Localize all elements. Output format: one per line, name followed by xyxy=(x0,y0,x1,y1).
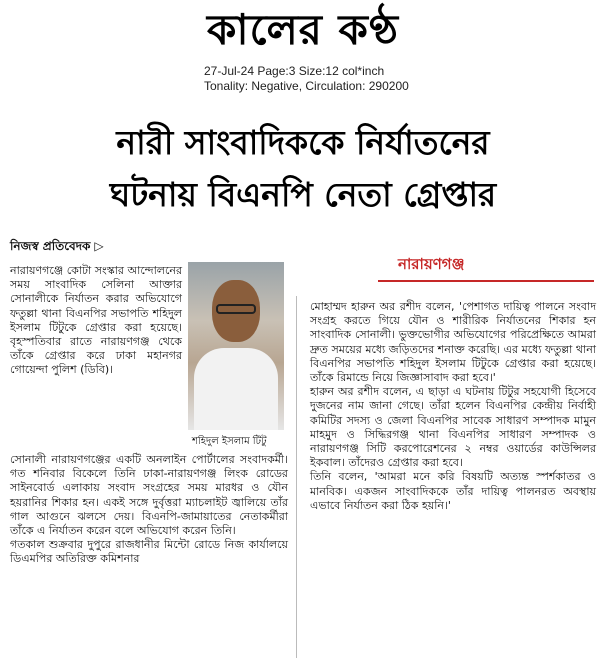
article-column-left-narrow xyxy=(10,264,182,378)
article-paragraph: হারুন অর রশীদ বলেন, এ ছাড়া এ ঘটনায় টিটুর সহযোগী হিসেবে দুজনের নাম জানা গেছে। তাঁরা হলেন বিএনপির কেন্দ্রীয় নির্বাহী কমিটির সদস্য ও জেলা বিএনপির সাবেক সাধারণ সম্পাদক মামুন মাহমুদ ও সিদ্ধিরগঞ্জ থানা বিএনপির সাধারণ সম্পাদক ও নারায়ণগঞ্জ সিটি করপোরেশনের ২ নম্বর ওয়ার্ডের কাউন্সিলর ইকবাল। তাঁদেরও গ্রেপ্তার করা হবে। xyxy=(310,385,596,470)
dateline-rule xyxy=(378,280,594,282)
photo-shirt xyxy=(194,348,278,430)
article-paragraph: সোনালী নারায়ণগঞ্জের একটি অনলাইন পোর্টালের সংবাদকর্মী। গত শনিবার বিকেলে তিনি ঢাকা-নারায়ণগঞ্জ লিংক রোডের সাইনবোর্ড এলাকায় সংবাদ সংগ্রহের সময় মারধর ও যৌন হয়রানির শিকার হন। একই সঙ্গে দুর্বৃত্তরা ম্যাচলাইট জ্বালিয়ে তাঁর গাল আগুনে ঝলসে দেয়। বিএনপি-জামায়াতের নেতাকর্মীরা তাঁকে এ নির্যাতন করেন বলে অভিযোগ করেন তিনি। xyxy=(10,453,288,538)
article-paragraph: তিনি বলেন, 'আমরা মনে করি বিষয়টি অত্যন্ত স্পর্শকাতর ও মানবিক। একজন সাংবাদিককে তাঁর দায়িত্ব পালনরত অবস্থায় এভাবে নির্যাতন করা ঠিক হয়নি।' xyxy=(310,470,596,512)
photo-glasses xyxy=(216,304,256,314)
column-divider xyxy=(296,296,297,658)
portrait-photo xyxy=(188,262,284,430)
article-paragraph: মোহাম্মদ হারুন অর রশীদ বলেন, 'পেশাগত দায়িত্ব পালনে সংবাদ সংগ্রহ করতে গিয়ে যৌন ও শারীরিক নির্যাতনের শিকার হন সাংবাদিক সোনালী। ভুক্তভোগীর অভিযোগের পরিপ্রেক্ষিতে আমরা দ্রুত সময়ের মধ্যে জড়িতদের শনাক্ত করেছি। এর মধ্যে ফতুল্লা থানা বিএনপির সভাপতি শহিদুল ইসলাম টিটুকে গ্রেপ্তার করা হয়েছে। তাঁকে রিমান্ডে নিয়ে জিজ্ঞাসাবাদ করা হবে।' xyxy=(310,300,596,385)
headline-line1: নারী সাংবাদিককে নির্যাতনের xyxy=(116,123,490,162)
article-paragraph: নারায়ণগঞ্জে কোটা সংস্কার আন্দোলনের সময় সাংবাদিক সেলিনা আক্তার সোনালীকে নির্যাতন করার অভিযোগে ফতুল্লা থানা বিএনপির সভাপতি শহিদুল ইসলাম টিটুকে গ্রেপ্তার করা হয়েছে। বৃহস্পতিবার রাতে নারায়ণগঞ্জ থেকে তাঁকে গ্রেপ্তার করে ঢাকা মহানগর গোয়েন্দা পুলিশ (ডিবি)। xyxy=(10,264,182,377)
byline-text: নিজস্ব প্রতিবেদক xyxy=(10,239,91,253)
article-column-left-wide xyxy=(10,453,288,567)
byline xyxy=(10,238,104,258)
article-column-right xyxy=(310,300,596,513)
clipping-meta-line2: Tonality: Negative, Circulation: 290200 xyxy=(204,79,409,93)
clipping-meta-line1: 27-Jul-24 Page:3 Size:12 col*inch xyxy=(204,64,385,78)
byline-marker-icon: ▷ xyxy=(94,239,104,253)
dateline: নারায়ণগঞ্জ xyxy=(398,255,465,273)
headline-line2: ঘটনায় বিএনপি নেতা গ্রেপ্তার xyxy=(109,175,497,214)
article-paragraph: গতকাল শুক্রবার দুপুরে রাজধানীর মিন্টো রোডে নিজ কার্যালয়ে ডিএমপির অতিরিক্ত কমিশনার xyxy=(10,538,288,566)
masthead: কালের কণ্ঠ xyxy=(207,5,399,54)
photo-caption: শহিদুল ইসলাম টিটু xyxy=(192,436,267,447)
